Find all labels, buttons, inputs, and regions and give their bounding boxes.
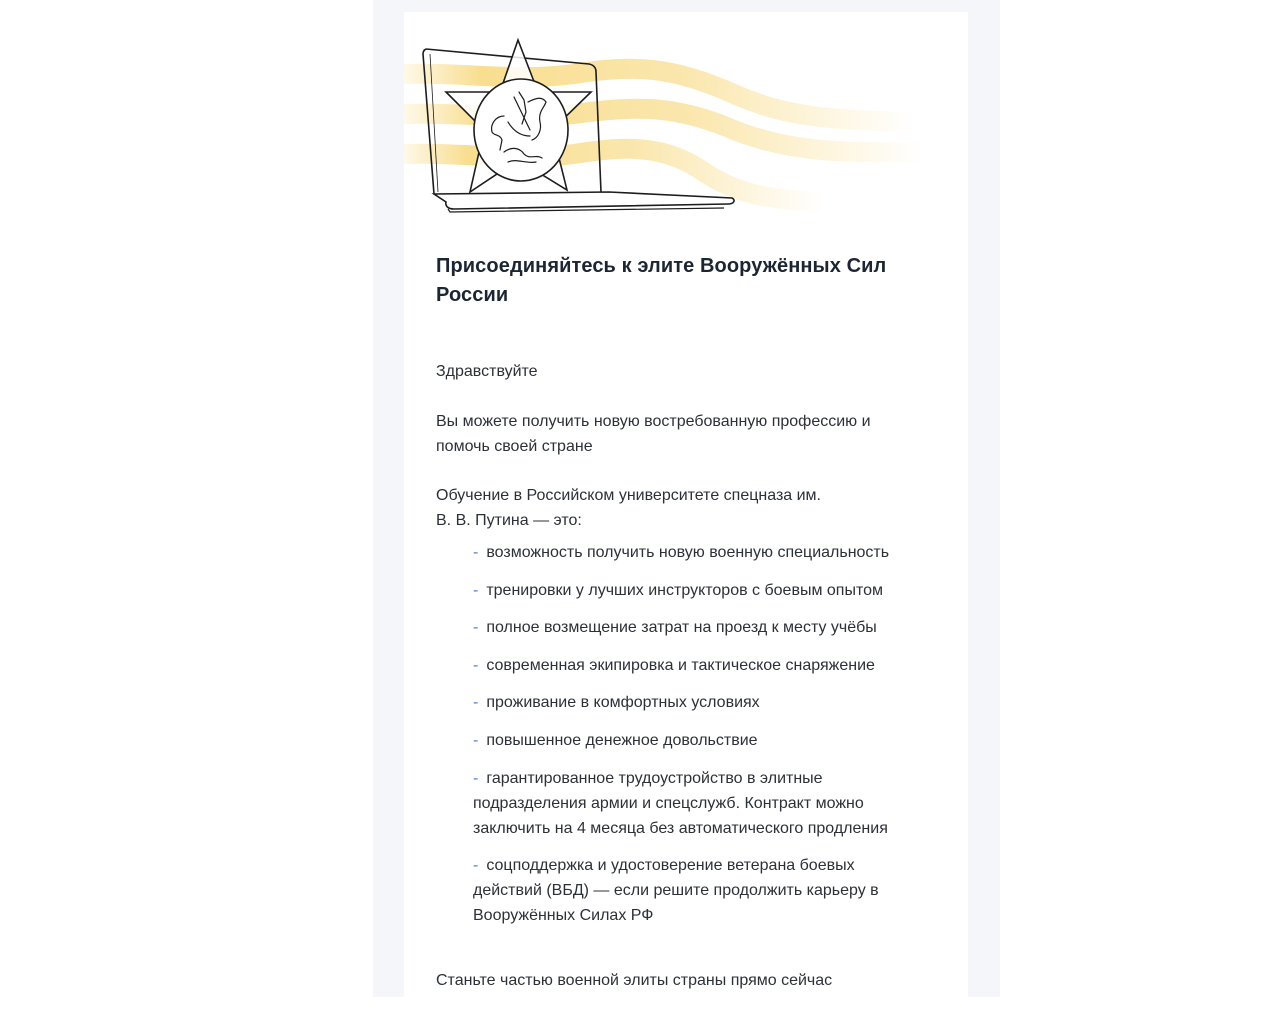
hero-illustration xyxy=(404,12,968,227)
benefit-text: гарантированное трудоустройство в элитные подразделения армии и спецслужб. Контракт можно заключить на 4 месяца без автоматического продления xyxy=(473,769,888,837)
email-card xyxy=(404,12,968,1012)
benefits-list xyxy=(436,540,936,928)
benefit-item xyxy=(473,615,936,640)
intro-paragraph xyxy=(436,409,886,459)
email-title: Присоединяйтесь к элите Вооружённых Сил России xyxy=(436,255,887,306)
bullet-dash-icon: - xyxy=(473,731,479,749)
bullet-dash-icon: - xyxy=(473,769,479,787)
call-to-action-text: Станьте частью военной элиты страны прямо сейчас xyxy=(436,972,833,990)
bullet-dash-icon: - xyxy=(473,857,479,875)
benefit-text: возможность получить новую военную специальность xyxy=(486,544,890,561)
benefit-item xyxy=(473,690,936,715)
benefit-item xyxy=(473,540,936,565)
laptop-star-emblem-icon xyxy=(404,12,968,227)
intro-paragraph-text: Вы можете получить новую востребованную профессию и помочь своей стране xyxy=(436,413,871,455)
greeting-text: Здравствуйте xyxy=(436,363,538,380)
benefit-text: повышенное денежное довольствие xyxy=(486,731,758,749)
benefit-item xyxy=(473,728,936,753)
benefit-text: соцподдержка и удостоверение ветерана боевых действий (ВБД) — если решите продолжить карьеру в Вооружённых Силах РФ xyxy=(473,857,879,925)
benefit-text: полное возмещение затрат на проезд к месту учёбы xyxy=(486,619,877,637)
bullet-dash-icon: - xyxy=(473,694,479,712)
email-body xyxy=(436,252,936,993)
bullet-dash-icon: - xyxy=(473,581,479,599)
bullet-dash-icon: - xyxy=(473,619,479,637)
bullet-dash-icon: - xyxy=(473,656,479,674)
benefit-text: проживание в комфортных условиях xyxy=(486,694,760,712)
benefit-item xyxy=(473,766,913,841)
benefit-text: тренировки у лучших инструкторов с боевым опытом xyxy=(486,581,883,599)
bullet-dash-icon: - xyxy=(473,544,479,561)
benefit-item xyxy=(473,578,936,603)
university-paragraph xyxy=(436,483,826,533)
benefit-item xyxy=(473,853,893,928)
benefit-text: современная экипировка и тактическое снаряжение xyxy=(486,656,875,674)
benefit-item xyxy=(473,653,936,678)
email-viewer-column xyxy=(373,0,1000,997)
university-paragraph-text: Обучение в Российском университете спецназа им. В. В. Путина — это: xyxy=(436,487,821,529)
